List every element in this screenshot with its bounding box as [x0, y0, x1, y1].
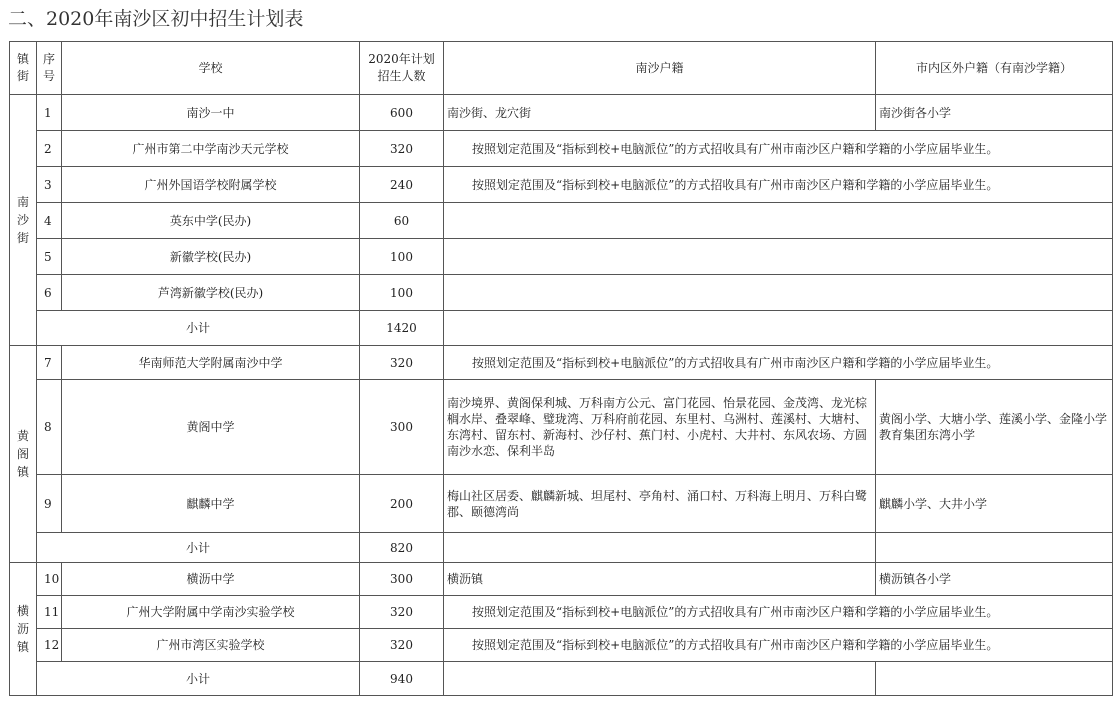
- empty-cell: [876, 662, 1113, 696]
- enrollment-plan-table: [9, 41, 1113, 696]
- empty-cell: [444, 239, 1113, 275]
- policy-text: 按照划定范围及“指标到校+电脑派位”的方式招收具有广州市南沙区户籍和学籍的小学应届毕业生。: [444, 131, 1113, 167]
- header-quota: 2020年计划招生人数: [360, 42, 444, 95]
- quota-value: 300: [360, 380, 444, 475]
- header-other-district: 市内区外户籍（有南沙学籍）: [876, 42, 1113, 95]
- empty-cell: [444, 275, 1113, 311]
- header-school: 学校: [62, 42, 360, 95]
- other-district-area: 黄阁小学、大塘小学、莲溪小学、金隆小学教育集团东湾小学: [876, 380, 1113, 475]
- empty-cell: [876, 533, 1113, 563]
- subtotal-value: 1420: [360, 311, 444, 346]
- quota-value: 320: [360, 596, 444, 629]
- table-row: [10, 203, 1113, 239]
- subtotal-label: 小计: [37, 533, 360, 563]
- school-name: 广州市第二中学南沙天元学校: [62, 131, 360, 167]
- quota-value: 100: [360, 239, 444, 275]
- school-name: 横沥中学: [62, 563, 360, 596]
- school-name: 新徽学校(民办): [62, 239, 360, 275]
- row-index: 8: [37, 380, 62, 475]
- table-row: [10, 629, 1113, 662]
- subtotal-value: 820: [360, 533, 444, 563]
- table-row: [10, 239, 1113, 275]
- row-index: 7: [37, 346, 62, 380]
- empty-cell: [444, 311, 1113, 346]
- document-title: 二、2020年南沙区初中招生计划表: [8, 8, 304, 30]
- town-cell-huangge: 黄阁镇: [10, 346, 37, 563]
- table-header-row: [10, 42, 1113, 95]
- other-district-area: 南沙街各小学: [876, 95, 1113, 131]
- nansha-hukou-area: 横沥镇: [444, 563, 876, 596]
- row-index: 6: [37, 275, 62, 311]
- table-row: [10, 95, 1113, 131]
- school-name: 南沙一中: [62, 95, 360, 131]
- table-row: [10, 596, 1113, 629]
- row-index: 1: [37, 95, 62, 131]
- row-index: 4: [37, 203, 62, 239]
- quota-value: 320: [360, 346, 444, 380]
- policy-text: 按照划定范围及“指标到校+电脑派位”的方式招收具有广州市南沙区户籍和学籍的小学应届毕业生。: [444, 346, 1113, 380]
- quota-value: 600: [360, 95, 444, 131]
- quota-value: 320: [360, 131, 444, 167]
- table-row: [10, 380, 1113, 475]
- quota-value: 300: [360, 563, 444, 596]
- table-row: [10, 563, 1113, 596]
- policy-text: 按照划定范围及“指标到校+电脑派位”的方式招收具有广州市南沙区户籍和学籍的小学应届毕业生。: [444, 629, 1113, 662]
- nansha-hukou-area: 梅山社区居委、麒麟新城、坦尾村、亭角村、涌口村、万科海上明月、万科白鹭郡、颐德湾尚: [444, 475, 876, 533]
- empty-cell: [444, 533, 876, 563]
- school-name: 麒麟中学: [62, 475, 360, 533]
- table-row: [10, 275, 1113, 311]
- table-row: [10, 131, 1113, 167]
- row-index: 11: [37, 596, 62, 629]
- quota-value: 240: [360, 167, 444, 203]
- other-district-area: 麒麟小学、大井小学: [876, 475, 1113, 533]
- table-row: [10, 167, 1113, 203]
- school-name: 芦湾新徽学校(民办): [62, 275, 360, 311]
- school-name: 华南师范大学附属南沙中学: [62, 346, 360, 380]
- empty-cell: [444, 662, 876, 696]
- header-nansha-hukou: 南沙户籍: [444, 42, 876, 95]
- header-town: 镇街: [10, 42, 37, 95]
- row-index: 2: [37, 131, 62, 167]
- subtotal-row: [10, 533, 1113, 563]
- school-name: 黄阁中学: [62, 380, 360, 475]
- table-row: [10, 346, 1113, 380]
- row-index: 9: [37, 475, 62, 533]
- row-index: 5: [37, 239, 62, 275]
- nansha-hukou-area: 南沙街、龙穴街: [444, 95, 876, 131]
- policy-text: 按照划定范围及“指标到校+电脑派位”的方式招收具有广州市南沙区户籍和学籍的小学应届毕业生。: [444, 596, 1113, 629]
- header-index: 序号: [37, 42, 62, 95]
- subtotal-row: [10, 311, 1113, 346]
- quota-value: 200: [360, 475, 444, 533]
- other-district-area: 横沥镇各小学: [876, 563, 1113, 596]
- school-name: 英东中学(民办): [62, 203, 360, 239]
- row-index: 10: [37, 563, 62, 596]
- town-cell-hengli: 横沥镇: [10, 563, 37, 696]
- row-index: 3: [37, 167, 62, 203]
- subtotal-label: 小计: [37, 662, 360, 696]
- quota-value: 100: [360, 275, 444, 311]
- school-name: 广州市湾区实验学校: [62, 629, 360, 662]
- school-name: 广州外国语学校附属学校: [62, 167, 360, 203]
- quota-value: 320: [360, 629, 444, 662]
- town-cell-nansha: 南沙街: [10, 95, 37, 346]
- school-name: 广州大学附属中学南沙实验学校: [62, 596, 360, 629]
- subtotal-label: 小计: [37, 311, 360, 346]
- subtotal-row: [10, 662, 1113, 696]
- empty-cell: [444, 203, 1113, 239]
- policy-text: 按照划定范围及“指标到校+电脑派位”的方式招收具有广州市南沙区户籍和学籍的小学应届毕业生。: [444, 167, 1113, 203]
- row-index: 12: [37, 629, 62, 662]
- subtotal-value: 940: [360, 662, 444, 696]
- nansha-hukou-area: 南沙境界、黄阁保利城、万科南方公元、富门花园、怡景花园、金茂湾、龙光棕榈水岸、叠翠峰、璧珑湾、万科府前花园、东里村、乌洲村、莲溪村、大塘村、东湾村、留东村、新海村、沙仔村、蕉门村、小虎村、大井村、东风农场、方圆南沙水恋、保利半岛: [444, 380, 876, 475]
- quota-value: 60: [360, 203, 444, 239]
- table-row: [10, 475, 1113, 533]
